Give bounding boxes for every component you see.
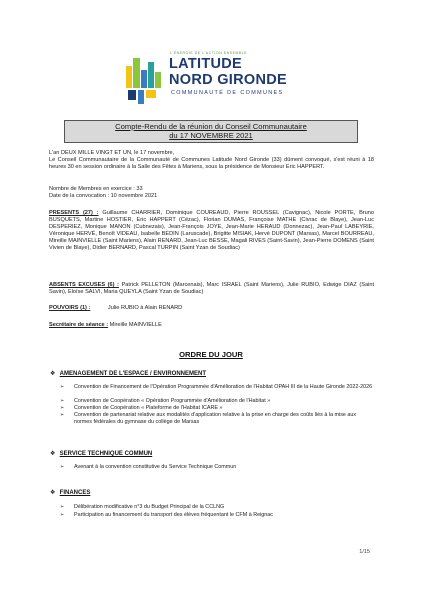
agenda-item-text: Convention de partenariat relative aux modalités d'application relative à la prise en charge des coûts liés à la mise aux normes fédérales du gymnase du collège de Marsas — [74, 412, 357, 425]
logo-tagline: L'ÉNERGIE DE L'ACTION ENSEMBLE — [170, 51, 248, 55]
agenda-section-label: SERVICE TECHNIQUE COMMUN — [59, 451, 153, 457]
bullet-star-icon: ❖ — [50, 371, 56, 377]
present-list: Guillaume CHARRIER, Dominique COUREAUD, Pierre ROUSSEL (Cavignac), Nicole PORTE, Bruno BUSQUETS, Martine HOSTIER, Eric HAPPERT (Cézac), Florian DUMAS, Françoise MATHE (Civrac de Blaye), Jean-Luc DESPERIEZ, Monique MANON (Cubnezais), Jean-François JOYE, Jean-Marie HERAUD (Donnezac), Jean-Paul LABEYRIE, Véronique HERVÉ, Benoît VIDEAU, Isabelle BEDIN (Laruscade), Brigitte MISIAK, Hervé DUPONT (Marsas), Marcel BOURREAU, Mireille MAINVIELLE (Saint Mariens), Alain RENARD, Jean-Luc BESSE, Magali RIVES (Saint-Savin), Jean-Pierre DOMENS (Saint Vivien de Blaye), Didier BERNARD, Pascal TURPIN (Saint Yzan de Soudiac) — [49, 210, 374, 251]
report-title-box — [64, 120, 358, 143]
agenda-item-text: Convention de Financement de l'Opération Programmée d'Amélioration de l'Habitat OPAH III de la Haute Gironde 2022-2026 — [74, 384, 373, 390]
secretary-text: Mireille MAINVIELLE — [109, 322, 162, 328]
present-paragraph — [49, 210, 374, 252]
members-count: Nombre de Membres en exercice : 33 — [49, 186, 143, 192]
secretary-label: Secrétaire de séance : — [49, 322, 109, 328]
agenda-item-text: Convention de Coopération « Opération Programmée d'Amélioration de l'Habitat » — [74, 398, 271, 404]
agenda-item-text: Participation au financement du transport des élèves fréquentant le CFM à Reignac — [74, 512, 273, 518]
agenda-item — [60, 398, 375, 405]
proxy-text: Julie RUBIO à Alain RENARD — [107, 305, 183, 311]
present-label: PRESENTS (27) : — [49, 210, 99, 216]
agenda-item-text: Convention de Coopération « Plateforme de l'Habitat ICARE » — [74, 405, 223, 411]
logo-title-line2: NORD GIRONDE — [169, 72, 287, 88]
agenda-section-label: FINANCES — [59, 490, 91, 496]
arrow-bullet-icon: ➢ — [60, 464, 65, 470]
logo-title-line1: LATITUDE — [169, 56, 243, 72]
agenda-section-label: AMENAGEMENT DE L'ESPACE / ENVIRONNEMENT — [59, 371, 206, 377]
proxy-paragraph — [49, 305, 374, 312]
report-title-line1: Compte-Rendu de la réunion du Conseil Communautaire — [115, 122, 307, 131]
agenda-item — [60, 405, 375, 412]
page-number: 1/15 — [359, 549, 370, 555]
bullet-star-icon: ❖ — [50, 490, 56, 496]
agenda-item — [60, 464, 375, 471]
logo-mark-icon — [124, 52, 166, 106]
excused-paragraph — [49, 282, 374, 296]
agenda-section — [50, 451, 152, 458]
arrow-bullet-icon: ➢ — [60, 398, 65, 404]
arrow-bullet-icon: ➢ — [60, 412, 65, 418]
agenda-section — [50, 371, 206, 378]
agenda-item-text: Délibération modificative n°3 du Budget Principal de la CCLNG — [74, 504, 225, 510]
agenda-item — [60, 412, 375, 425]
arrow-bullet-icon: ➢ — [60, 384, 65, 390]
agenda-item — [60, 512, 375, 519]
logo-subtitle: COMMUNAUTÉ DE COMMUNES — [171, 90, 284, 96]
bullet-star-icon: ❖ — [50, 451, 56, 457]
proxy-label: POUVOIRS (1) : — [49, 305, 91, 311]
agenda-section — [50, 490, 90, 497]
report-title-line2: du 17 NOVEMBRE 2021 — [169, 131, 253, 140]
agenda-item-text: Avenant à la convention constitutive du Service Technique Commun — [74, 464, 237, 470]
agenda-title: ORDRE DU JOUR — [179, 350, 243, 359]
excused-list: Patrick PELLETON (Marcenais), Marc ISRAEL (Saint Mariens), Julie RUBIO, Edwige DIAZ (Saint Savin), Eloïse SALVI, Maria QUEYLA (Saint Yzan de Soudiac) — [49, 282, 374, 295]
logo — [124, 48, 302, 108]
arrow-bullet-icon: ➢ — [60, 512, 65, 518]
arrow-bullet-icon: ➢ — [60, 504, 65, 510]
intro-date: L'an DEUX MILLE VINGT ET UN, le 17 novembre, — [49, 150, 175, 156]
agenda-item — [60, 504, 375, 511]
convocation-date: Date de la convocation : 10 novembre 2021 — [49, 193, 158, 199]
agenda-item — [60, 384, 375, 391]
secretary-paragraph — [49, 322, 374, 329]
excused-label: ABSENTS EXCUSES (6) : — [49, 282, 119, 288]
arrow-bullet-icon: ➢ — [60, 405, 65, 411]
intro-body: Le Conseil Communautaire de la Communauté de Communes Latitude Nord Gironde (33) dûment convoqué, s'est réuni à 18 heures 30 en session ordinaire à la Salle des Fêtes à Mariens, sous la présidence de Monsieur Eric HAPPERT. — [49, 157, 374, 170]
